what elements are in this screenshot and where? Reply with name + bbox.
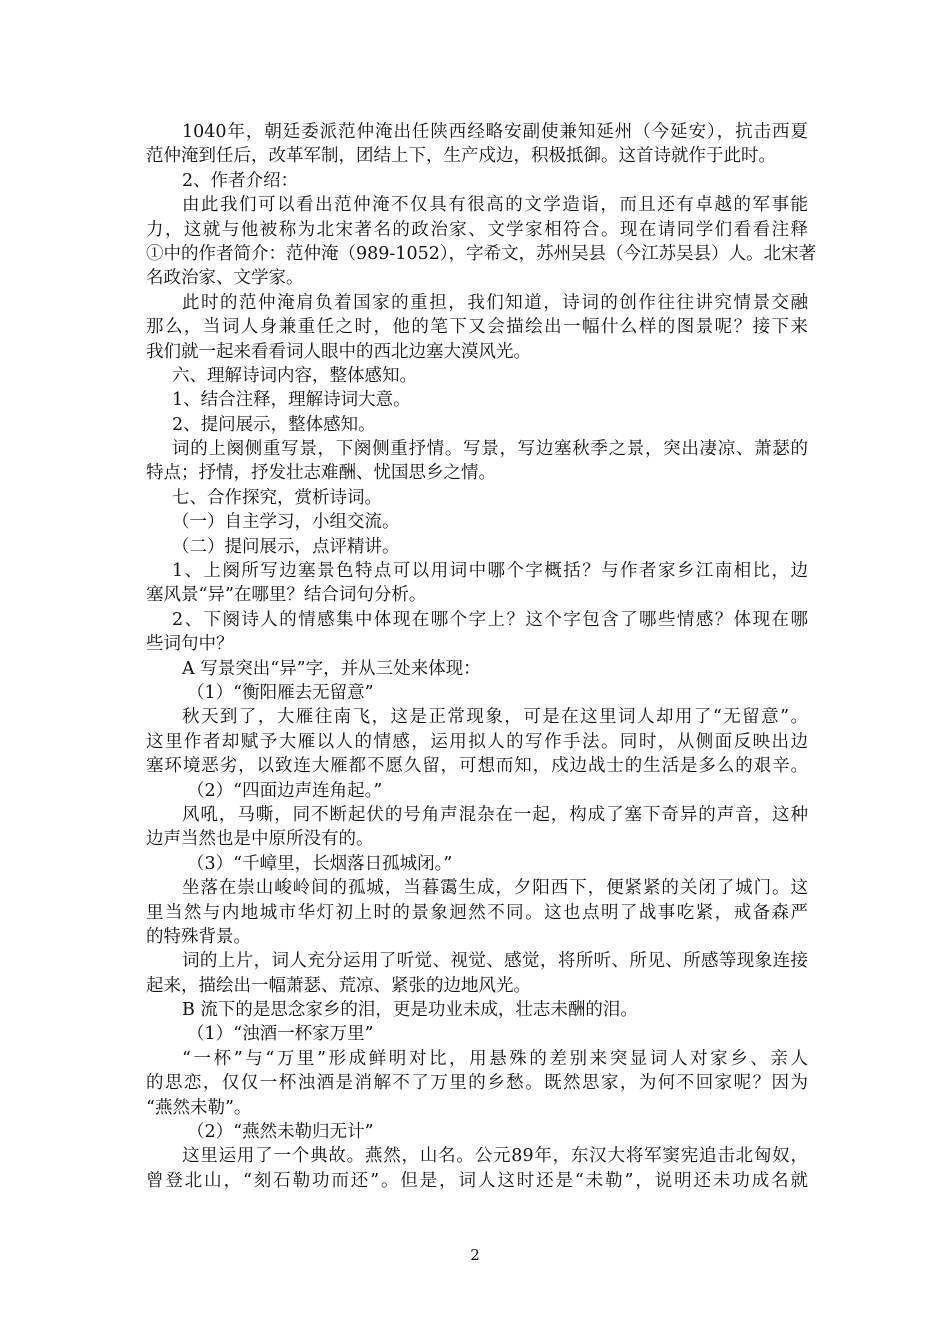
document-body bbox=[146, 120, 817, 1193]
text-line: 1、上阕所写边塞景色特点可以用词中哪个字概括？与作者家乡江南相比，边 bbox=[172, 561, 808, 582]
text-line: 这里作者却赋予大雁以人的情感，运用拟人的写作手法。同时，从侧面反映出边 bbox=[146, 731, 808, 752]
text-line: （1）“衡阳雁去无留意” bbox=[187, 682, 374, 703]
text-line: 词的上阕侧重写景，下阕侧重抒情。写景，写边塞秋季之景，突出凄凉、萧瑟的 bbox=[172, 439, 808, 460]
text-line: 的特殊背景。 bbox=[146, 926, 251, 947]
text-line: （1）“浊酒一杯家万里” bbox=[187, 1024, 374, 1045]
text-line: “燕然未勒”。 bbox=[146, 1097, 252, 1118]
text-line: 些词句中？ bbox=[146, 634, 234, 655]
text-line: 名政治家、文学家。 bbox=[146, 268, 304, 289]
text-line: 塞风景“异”在哪里？结合词句分析。 bbox=[146, 585, 427, 606]
text-line: 边声当然也是中原所没有的。 bbox=[146, 829, 374, 850]
text-line: 特点；抒情，抒发壮志难酬、忧国思乡之情。 bbox=[146, 463, 496, 484]
text-line: A 写景突出“异”字，并从三处来体现： bbox=[182, 658, 481, 679]
text-line: 秋天到了，大雁往南飞，这是正常现象，可是在这里词人却用了“无留意”。 bbox=[182, 707, 808, 728]
text-line: 范仲淹到任后，改革军制，团结上下，生产戍边，积极抵御。这首诗就作于此时。 bbox=[146, 146, 776, 167]
text-line: 词的上片，词人充分运用了听觉、视觉、感觉，将所听、所见、所感等现象连接 bbox=[182, 951, 808, 972]
text-line: 2、下阕诗人的情感集中体现在哪个字上？这个字包含了哪些情感？体现在哪 bbox=[172, 609, 808, 630]
text-line: 这里运用了一个典故。燕然，山名。公元89年，东汉大将军窦宪追击北匈奴， bbox=[182, 1146, 808, 1167]
text-line: 那么，当词人身兼重任之时，他的笔下又会描绘出一幅什么样的图景呢？接下来 bbox=[146, 317, 808, 338]
text-line: 1040年，朝廷委派范仲淹出任陕西经略安副使兼知延州（今延安），抗击西夏 bbox=[182, 122, 808, 142]
text-line: 坐落在崇山峻岭间的孤城，当暮霭生成，夕阳西下，便紧紧的关闭了城门。这 bbox=[182, 878, 808, 899]
text-line: （一）自主学习，小组交流。 bbox=[172, 512, 400, 533]
text-line: B 流下的是思念家乡的泪，更是功业未成，壮志未酬的泪。 bbox=[182, 1000, 638, 1021]
text-line: （2）“四面边声连角起。” bbox=[187, 780, 383, 801]
text-line: ①中的作者简介：范仲淹（989-1052），字希文，苏州吴县（今江苏吴县）人。北宋著 bbox=[146, 243, 817, 264]
text-line: 1、结合注释，理解诗词大意。 bbox=[172, 390, 411, 411]
text-line: 七、合作探究，赏析诗词。 bbox=[172, 487, 382, 508]
text-line: 2、作者介绍： bbox=[182, 170, 299, 191]
text-line: 塞环境恶劣，以致连大雁都不愿久留，可想而知，戍边战士的生活是多么的艰辛。 bbox=[146, 756, 808, 777]
text-line: 曾登北山，“刻石勒功而还”。但是，词人这时还是“未勒”，说明还未功成名就 bbox=[146, 1170, 808, 1191]
text-line: （3）“千嶂里，长烟落日孤城闭。” bbox=[187, 853, 453, 874]
page-number: 2 bbox=[470, 1246, 480, 1264]
text-line: 我们就一起来看看词人眼中的西北边塞大漠风光。 bbox=[146, 341, 531, 362]
text-line: （二）提问展示，点评精讲。 bbox=[172, 536, 400, 557]
text-line: 起来，描绘出一幅萧瑟、荒凉、紧张的边地风光。 bbox=[146, 975, 531, 996]
text-line: 由此我们可以看出范仲淹不仅具有很高的文学造诣，而且还有卓越的军事能 bbox=[182, 195, 808, 216]
text-line: 六、理解诗词内容，整体感知。 bbox=[172, 365, 417, 386]
text-line: 此时的范仲淹肩负着国家的重担，我们知道，诗词的创作往往讲究情景交融 bbox=[182, 292, 808, 313]
text-line: 2、提问展示，整体感知。 bbox=[172, 414, 376, 435]
text-line: “一杯”与“万里”形成鲜明对比，用悬殊的差别来突显词人对家乡、亲人 bbox=[182, 1048, 808, 1069]
text-line: 力，这就与他被称为北宋著名的政治家、文学家相符合。现在请同学们看看注释 bbox=[146, 219, 808, 240]
text-line: 里当然与内地城市华灯初上时的景象迥然不同。这也点明了战事吃紧，戒备森严 bbox=[146, 902, 808, 923]
text-line: （2）“燕然未勒归无计” bbox=[187, 1122, 374, 1143]
text-line: 的思恋，仅仅一杯浊酒是消解不了万里的乡愁。既然思家，为何不回家呢？因为 bbox=[146, 1073, 808, 1094]
text-line: 风吼，马嘶，同不断起伏的号角声混杂在一起，构成了塞下奇异的声音，这种 bbox=[182, 804, 808, 825]
